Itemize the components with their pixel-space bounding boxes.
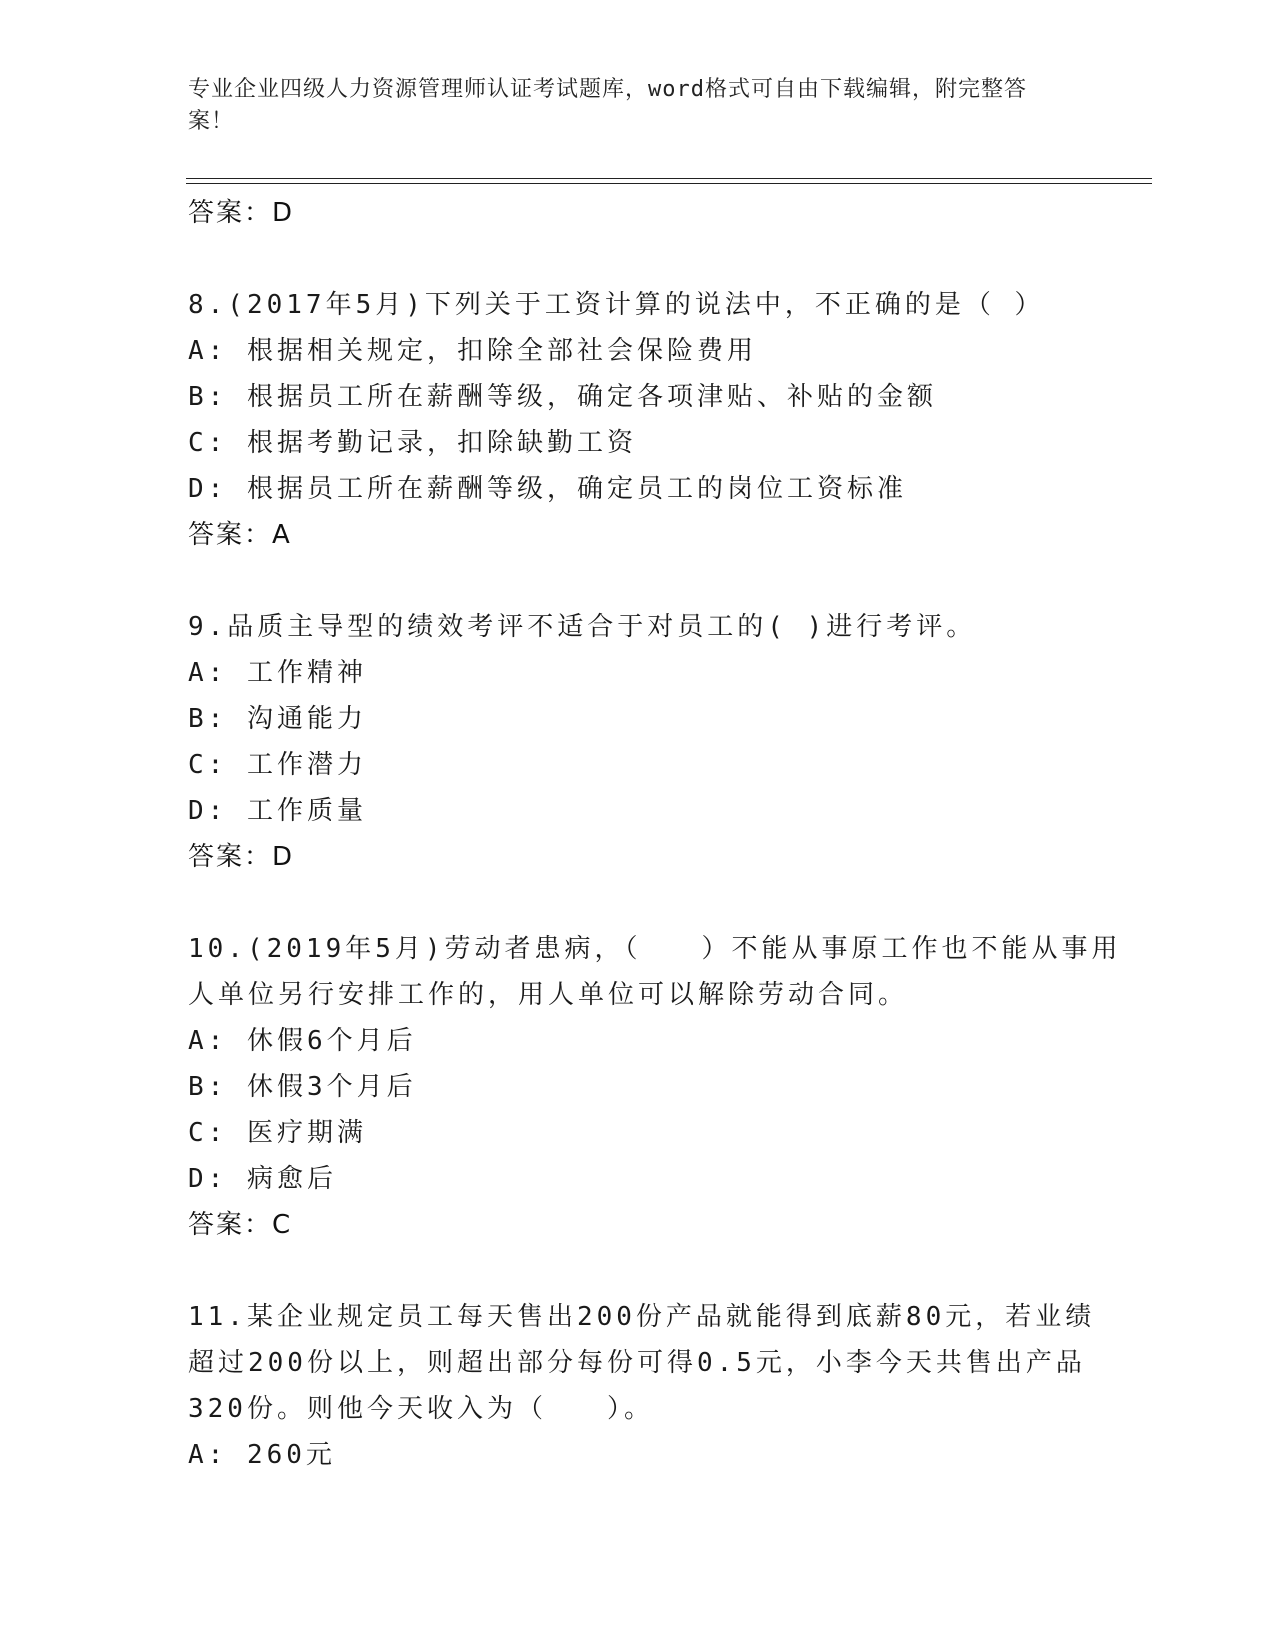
- question-stem: 8.(2017年5月)下列关于工资计算的说法中，不正确的是（ ）: [188, 290, 1045, 320]
- question-8: [188, 282, 1088, 558]
- answer-line: 答案：A: [188, 520, 292, 550]
- header-rule-bottom: [186, 183, 1152, 184]
- option-c: C: 工作潜力: [188, 750, 367, 780]
- question-stem-cont: 320份。则他今天收入为（ ）。: [188, 1394, 654, 1424]
- option-c: C: 医疗期满: [188, 1118, 367, 1148]
- question-10: [188, 926, 1122, 1248]
- question-stem: 9.品质主导型的绩效考评不适合于对员工的( )进行考评。: [188, 612, 977, 642]
- header-rule-top: [186, 178, 1152, 179]
- option-c: C: 根据考勤记录，扣除缺勤工资: [188, 428, 637, 458]
- option-a: A: 根据相关规定，扣除全部社会保险费用: [188, 336, 757, 366]
- answer-line: 答案：C: [188, 1210, 293, 1240]
- option-d: D: 病愈后: [188, 1164, 337, 1194]
- question-9: [188, 604, 1088, 880]
- option-d: D: 根据员工所在薪酬等级，确定员工的岗位工资标准: [188, 474, 907, 504]
- document-body: [188, 190, 1122, 1478]
- option-b: B: 根据员工所在薪酬等级，确定各项津贴、补贴的金额: [188, 382, 937, 412]
- option-b: B: 休假3个月后: [188, 1072, 417, 1102]
- option-a: A: 260元: [188, 1440, 336, 1470]
- document-header: 专业企业四级人力资源管理师认证考试题库，word格式可自由下载编辑，附完整答案！: [188, 77, 1027, 134]
- question-stem: 11.某企业规定员工每天售出200份产品就能得到底薪80元，若业绩: [188, 1302, 1096, 1332]
- answer-line: 答案：D: [188, 198, 295, 228]
- option-d: D: 工作质量: [188, 796, 367, 826]
- question-stem: 10.(2019年5月)劳动者患病，（ ）不能从事原工作也不能从事用: [188, 934, 1122, 964]
- option-a: A: 工作精神: [188, 658, 367, 688]
- question-stem-cont: 超过200份以上，则超出部分每份可得0.5元，小李今天共售出产品: [188, 1348, 1086, 1378]
- option-a: A: 休假6个月后: [188, 1026, 417, 1056]
- answer-line: 答案：D: [188, 842, 295, 872]
- question-stem-cont: 人单位另行安排工作的，用人单位可以解除劳动合同。: [188, 980, 909, 1010]
- question-11: [188, 1294, 1096, 1478]
- option-b: B: 沟通能力: [188, 704, 367, 734]
